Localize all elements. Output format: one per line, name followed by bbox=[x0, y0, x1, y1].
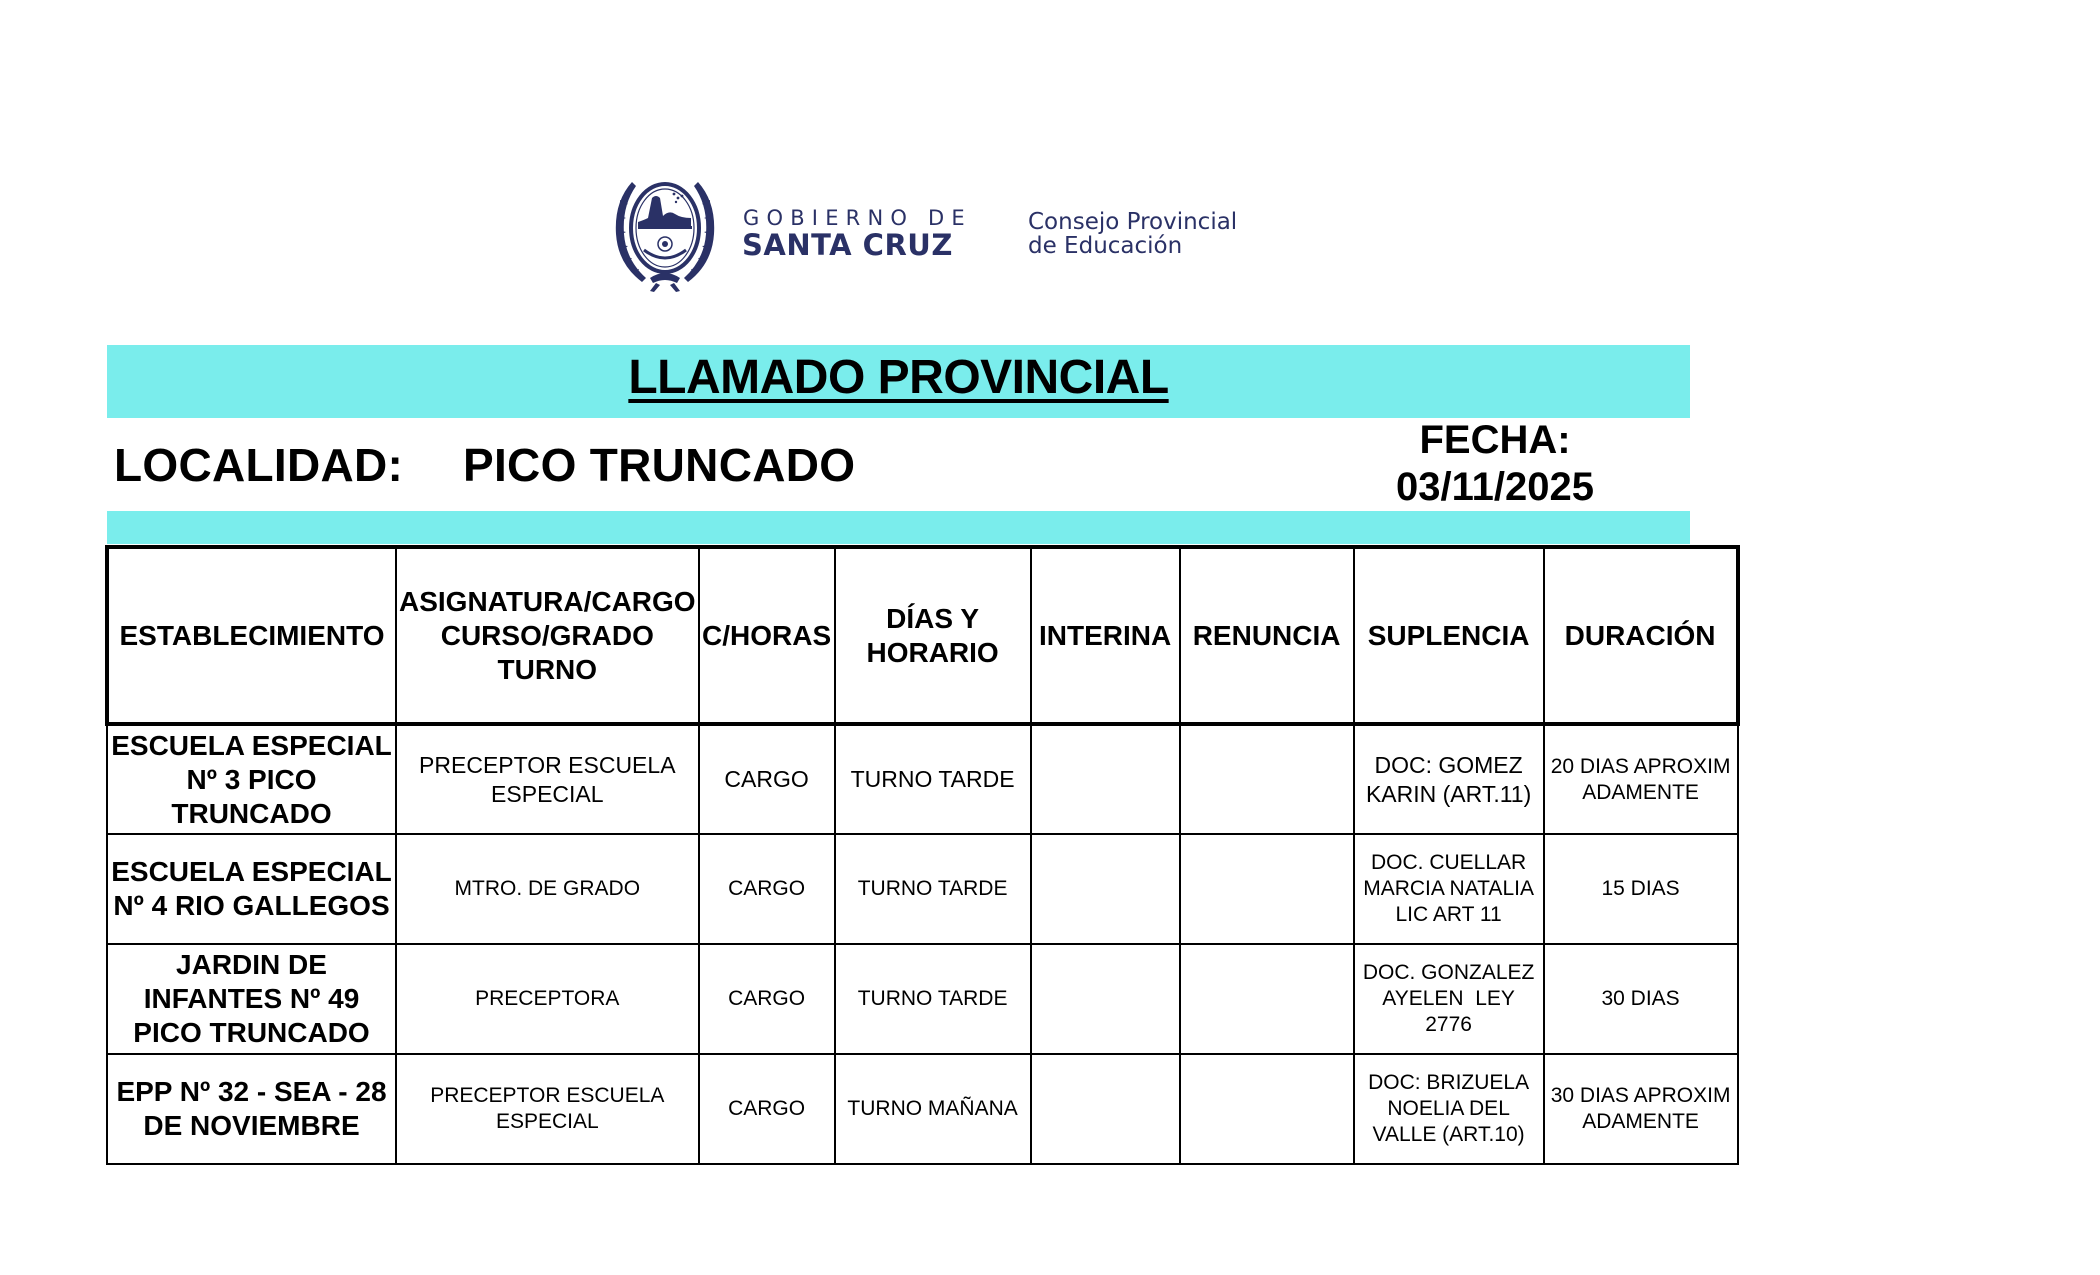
column-header-establecimiento: ESTABLECIMIENTO bbox=[107, 547, 396, 724]
column-header-suplencia: SUPLENCIA bbox=[1354, 547, 1544, 724]
column-header-asignatura: ASIGNATURA/CARGO CURSO/GRADO TURNO bbox=[396, 547, 699, 724]
cell-renuncia bbox=[1180, 944, 1354, 1054]
cell-duracion: 30 DIAS APROXIMADAMENTE bbox=[1544, 1054, 1738, 1164]
cell-renuncia bbox=[1180, 724, 1354, 834]
consejo-provincial-text: Consejo Provincial bbox=[1028, 209, 1238, 235]
cell-interina bbox=[1031, 944, 1180, 1054]
cell-renuncia bbox=[1180, 1054, 1354, 1164]
cell-establecimiento: ESCUELA ESPECIAL Nº 3 PICO TRUNCADO bbox=[107, 724, 396, 834]
de-educacion-text: de Educación bbox=[1028, 233, 1183, 259]
cell-duracion: 30 DIAS bbox=[1544, 944, 1738, 1054]
column-header-renuncia: RENUNCIA bbox=[1180, 547, 1354, 724]
cell-horario: TURNO TARDE bbox=[835, 724, 1031, 834]
cell-duracion: 15 DIAS bbox=[1544, 834, 1738, 944]
logo-block bbox=[612, 170, 1272, 292]
cell-renuncia bbox=[1180, 834, 1354, 944]
table-row bbox=[107, 1054, 1738, 1164]
vacancies-table bbox=[105, 545, 1740, 1165]
separator-band bbox=[107, 511, 1690, 544]
column-header-horas: C/HORAS bbox=[699, 547, 835, 724]
cell-horario: TURNO TARDE bbox=[835, 834, 1031, 944]
cell-establecimiento: JARDIN DE INFANTES Nº 49 PICO TRUNCADO bbox=[107, 944, 396, 1054]
table-row bbox=[107, 834, 1738, 944]
cell-establecimiento: EPP Nº 32 - SEA - 28 DE NOVIEMBRE bbox=[107, 1054, 396, 1164]
cell-horas: CARGO bbox=[699, 724, 835, 834]
cell-suplencia: DOC. GONZALEZ AYELEN LEY 2776 bbox=[1354, 944, 1544, 1054]
fecha-value: 03/11/2025 bbox=[1396, 465, 1594, 509]
cell-asignatura: PRECEPTOR ESCUELA ESPECIAL bbox=[396, 724, 699, 834]
table-row bbox=[107, 724, 1738, 834]
page-title: LLAMADO PROVINCIAL bbox=[628, 351, 1169, 404]
cell-interina bbox=[1031, 834, 1180, 944]
cell-asignatura: MTRO. DE GRADO bbox=[396, 834, 699, 944]
localidad-value: PICO TRUNCADO bbox=[463, 439, 856, 491]
column-header-horario: DÍAS Y HORARIO bbox=[835, 547, 1031, 724]
cell-horas: CARGO bbox=[699, 834, 835, 944]
column-header-interina: INTERINA bbox=[1031, 547, 1180, 724]
localidad-label: LOCALIDAD: bbox=[114, 439, 404, 491]
cell-suplencia: DOC: GOMEZ KARIN (ART.11) bbox=[1354, 724, 1544, 834]
cell-asignatura: PRECEPTORA bbox=[396, 944, 699, 1054]
cell-establecimiento: ESCUELA ESPECIAL Nº 4 RIO GALLEGOS bbox=[107, 834, 396, 944]
cell-suplencia: DOC. CUELLAR MARCIA NATALIA LIC ART 11 bbox=[1354, 834, 1544, 944]
cell-horas: CARGO bbox=[699, 944, 835, 1054]
column-header-duracion: DURACIÓN bbox=[1544, 547, 1738, 724]
cell-interina bbox=[1031, 724, 1180, 834]
cell-interina bbox=[1031, 1054, 1180, 1164]
cell-duracion: 20 DIAS APROXIMADAMENTE bbox=[1544, 724, 1738, 834]
cell-suplencia: DOC: BRIZUELA NOELIA DEL VALLE (ART.10) bbox=[1354, 1054, 1544, 1164]
cell-horario: TURNO MAÑANA bbox=[835, 1054, 1031, 1164]
cell-horario: TURNO TARDE bbox=[835, 944, 1031, 1054]
coat-of-arms-icon bbox=[612, 170, 718, 292]
table-row bbox=[107, 944, 1738, 1054]
cell-horas: CARGO bbox=[699, 1054, 835, 1164]
cell-asignatura: PRECEPTOR ESCUELA ESPECIAL bbox=[396, 1054, 699, 1164]
santa-cruz-text: SANTA CRUZ bbox=[742, 228, 953, 262]
fecha-label: FECHA: bbox=[1419, 418, 1571, 462]
table-header-row bbox=[107, 547, 1738, 724]
gobierno-de-text: GOBIERNO DE bbox=[743, 206, 972, 230]
